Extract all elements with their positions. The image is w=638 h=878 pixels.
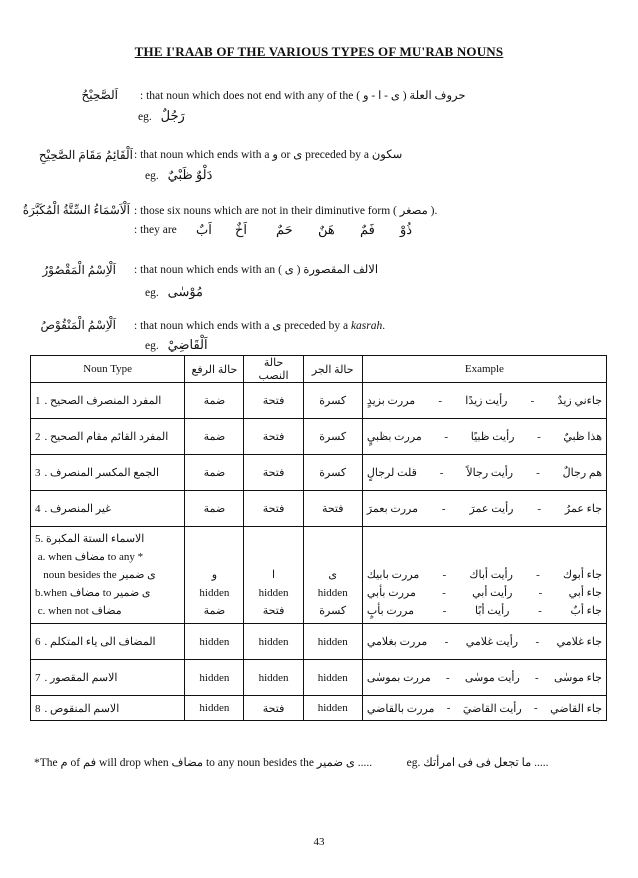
cell-jarr: كسرة — [303, 455, 362, 491]
footnote: *The م of فم will drop when مضاف to any noun besides the ى ضمير ..... eg. ما تجعل فى فى امرأتك ..... — [34, 757, 549, 769]
row5-a-line2: noun besides the ى ضمير — [43, 569, 156, 581]
definition-arabic: مصغر — [399, 205, 428, 217]
cell-example: هم رجالٌ - رأيت رجالاً - قلت لرجالٍ — [362, 455, 606, 491]
definition-arabic: سكون — [371, 149, 403, 161]
cell-nasb: hidden — [244, 660, 303, 696]
page-number: 43 — [313, 836, 325, 848]
they-are-label: : they are — [134, 224, 177, 236]
definition-text: : that noun which ends with an — [134, 264, 276, 276]
cell-raf: ضمة — [185, 419, 244, 455]
cell-noun-type: 6 . المضاف الى ياء المتكلم — [31, 624, 185, 660]
cell-raf: hidden — [185, 660, 244, 696]
table-row-asma-sitta — [31, 527, 607, 624]
cell-nasb: فتحة — [244, 696, 303, 721]
eg-label: eg. — [145, 340, 159, 352]
cell-nasb: hidden — [244, 624, 303, 660]
cell-noun-type — [31, 527, 185, 624]
example-qaim-maqam — [145, 167, 212, 183]
eg-label: eg. — [138, 111, 152, 123]
definition-italic: kasrah — [350, 320, 383, 332]
table-row — [31, 455, 607, 491]
term-sahih: اَلصَّحِيْحُ — [81, 88, 118, 102]
cell-raf: ضمة — [185, 491, 244, 527]
irab-table — [30, 355, 607, 721]
eg-word: اَلْقَاضِيْ — [167, 337, 208, 352]
definition-text: : that noun which ends with a ى preceded by a — [134, 320, 349, 332]
definition-asma-sitta — [134, 203, 437, 217]
example-manqus — [145, 337, 208, 353]
cell-nasb: فتحة — [244, 383, 303, 419]
cell-jarr: hidden — [303, 660, 362, 696]
term-manqus: اَلْاِسْمُ الْمَنْقُوْصُ — [40, 318, 116, 332]
cell-noun-type: 4 . غير المنصرف — [31, 491, 185, 527]
six-noun-word: حَمٌ — [276, 222, 293, 237]
cell-example: جاء موسٰى - رأيت موسٰى - مررت بموسٰى — [362, 660, 606, 696]
table-row — [31, 383, 607, 419]
table-row — [31, 419, 607, 455]
cell-jarr: hidden — [303, 624, 362, 660]
definition-arabic: الالف المقصورة ( ى ) — [278, 264, 379, 276]
definition-maqsur — [134, 262, 378, 276]
cell-raf: ضمة — [185, 455, 244, 491]
eg-label: eg. — [145, 170, 159, 182]
cell-jarr: hidden — [303, 696, 362, 721]
cell-nasb: فتحة — [244, 455, 303, 491]
cell-jarr: ى hidden كسرة — [303, 527, 362, 624]
term-asma-sitta: اَلْاَسْمَاءُ السِّتَّةُ الْمُكَبَّرَةُ — [22, 203, 130, 217]
eg-word: دَلْوٌ ظَبْيٌ — [167, 167, 213, 182]
table-row — [31, 491, 607, 527]
cell-example: جاء غلامي - رأيت غلامي - مررت بغلامي — [362, 624, 606, 660]
eg-word: رَجُلٌ — [160, 108, 185, 123]
page-title: THE I'RAAB OF THE VARIOUS TYPES OF MU'RAB NOUNS — [134, 44, 504, 59]
cell-jarr: كسرة — [303, 419, 362, 455]
eg-label: eg. — [145, 287, 159, 299]
cell-nasb: ا hidden فتحة — [244, 527, 303, 624]
example-maqsur — [145, 284, 203, 300]
row5-c: c. when not مضاف — [37, 605, 122, 617]
definition-text: : that noun which does not end with any of the — [140, 90, 354, 102]
six-noun-word: ذُوْ — [400, 222, 413, 237]
row5-heading: 5. الاسماء الستة المكبرة — [35, 533, 145, 545]
definition-qaim-maqam — [134, 147, 402, 161]
six-noun-word: اَخٌ — [235, 222, 248, 237]
cell-example: جاء أبوك - رأيت أباك - مررت بابيك جاء أبي - رأيت أبي - مررت بأبي جاء أبٌ - رأيت أبًا - مررت بأبٍ — [362, 527, 606, 624]
six-noun-word: اَبٌ — [196, 222, 212, 237]
definition-text: : those six nouns which are not in their diminutive form ( — [134, 205, 397, 217]
cell-noun-type: 7 . الاسم المقصور — [31, 660, 185, 696]
definition-sahih — [140, 88, 465, 102]
cell-nasb: فتحة — [244, 419, 303, 455]
cell-raf: ضمة — [185, 383, 244, 419]
cell-raf: hidden — [185, 624, 244, 660]
six-noun-word: فَمٌ — [360, 222, 375, 237]
term-maqsur: اَلْاِسْمُ الْمَقْصُوْرُ — [42, 263, 116, 277]
cell-raf: و hidden ضمة — [185, 527, 244, 624]
cell-raf: hidden — [185, 696, 244, 721]
header-jarr: حالة الجر — [303, 356, 362, 383]
header-nasb: حالة النصب — [244, 356, 303, 383]
term-qaim-maqam: اَلْقَائِمُ مَقَامَ الصَّحِيْحِ — [38, 148, 133, 162]
row5-b: b.when مضاف to ى ضمير — [35, 587, 151, 599]
header-raf: حالة الرفع — [185, 356, 244, 383]
cell-jarr: فتحة — [303, 491, 362, 527]
cell-nasb: فتحة — [244, 491, 303, 527]
definition-arabic: حروف العلة ( ى - ا - و ) — [356, 90, 466, 102]
cell-noun-type: 1 . المفرد المنصرف الصحيح — [31, 383, 185, 419]
cell-example: هذا ظبيٌ - رأيت ظبيًا - مررت بظبيٍ — [362, 419, 606, 455]
cell-noun-type: 2 . المفرد القائم مقام الصحيح — [31, 419, 185, 455]
table-row — [31, 624, 607, 660]
table-row — [31, 696, 607, 721]
cell-jarr: كسرة — [303, 383, 362, 419]
cell-example: جاء القاضي - رأيت القاضيَ - مررت بالقاضي — [362, 696, 606, 721]
cell-example: جاءني زيدٌ - رأيت زيدًا - مررت بزيدٍ — [362, 383, 606, 419]
eg-word: مُوْسٰى — [167, 284, 204, 299]
six-noun-word: هَنٌ — [318, 222, 335, 237]
table-header-row — [31, 356, 607, 383]
cell-noun-type: 3 . الجمع المكسر المنصرف — [31, 455, 185, 491]
example-sahih — [138, 108, 185, 124]
row5-a-line1: a. when مضاف to any * — [37, 551, 144, 563]
definition-text: : that noun which ends with a و or ى preceded by a — [134, 149, 369, 161]
header-example: Example — [362, 356, 606, 383]
definition-text-end: ). — [430, 205, 438, 217]
definition-manqus: : that noun which ends with a ى preceded by a kasrah. — [134, 320, 386, 332]
cell-noun-type: 8 . الاسم المنقوص — [31, 696, 185, 721]
header-noun-type: Noun Type — [31, 356, 185, 383]
table-row — [31, 660, 607, 696]
cell-example: جاء عمرُ - رأيت عمرَ - مررت بعمرَ — [362, 491, 606, 527]
